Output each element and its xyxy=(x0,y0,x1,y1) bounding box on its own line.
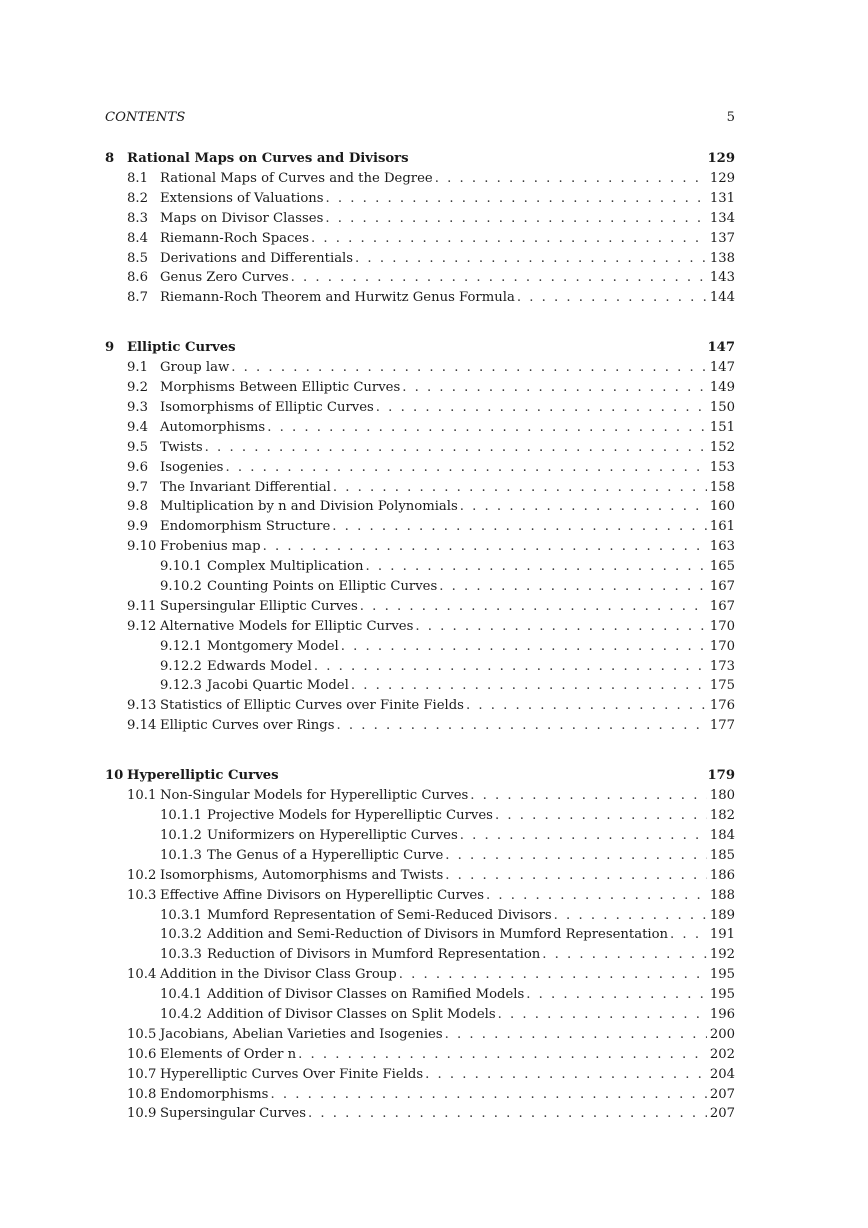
toc-section[interactable] xyxy=(105,617,735,637)
entry-page: 173 xyxy=(709,658,735,674)
entry-title: Twists xyxy=(160,439,203,455)
toc-section[interactable] xyxy=(105,886,735,906)
entry-title: Maps on Divisor Classes xyxy=(160,210,324,226)
toc-subsection[interactable] xyxy=(105,846,735,866)
toc-section[interactable] xyxy=(105,696,735,716)
entry-page: 200 xyxy=(709,1026,735,1042)
entry-page: 184 xyxy=(709,827,735,843)
entry-title: Alternative Models for Elliptic Curves xyxy=(160,618,414,634)
entry-page: 163 xyxy=(709,539,735,555)
entry-page: 188 xyxy=(709,887,735,903)
entry-number: 10.3 xyxy=(127,887,157,903)
toc-section[interactable] xyxy=(105,458,735,478)
toc-subsection[interactable] xyxy=(105,637,735,657)
toc-subsection[interactable] xyxy=(105,925,735,945)
entry-page: 167 xyxy=(709,598,735,614)
dot-leader xyxy=(470,786,707,806)
entry-title: The Invariant Differential xyxy=(160,479,331,495)
toc-subsection[interactable] xyxy=(105,806,735,826)
entry-page: 202 xyxy=(709,1046,735,1062)
entry-number: 8.5 xyxy=(127,250,148,266)
entry-page: 195 xyxy=(709,967,735,983)
entry-title: Supersingular Elliptic Curves xyxy=(160,598,358,614)
entry-page: 161 xyxy=(709,519,735,535)
entry-number: 10.8 xyxy=(127,1086,157,1102)
toc-section[interactable] xyxy=(105,866,735,886)
entry-number: 9.1 xyxy=(127,360,148,376)
dot-leader xyxy=(445,866,707,886)
entry-title: Derivations and Differentials xyxy=(160,250,354,266)
entry-title: Complex Multiplication xyxy=(207,559,364,575)
toc-section[interactable] xyxy=(105,288,735,308)
entry-number: 9.12.1 xyxy=(160,638,202,654)
entry-number: 9.12 xyxy=(127,618,157,634)
toc-chapter[interactable] xyxy=(105,149,735,169)
entry-title: Riemann-Roch Theorem and Hurwitz Genus Formula xyxy=(160,290,515,306)
entry-page: 158 xyxy=(709,479,735,495)
dot-leader xyxy=(486,886,707,906)
table-of-contents xyxy=(105,149,735,1124)
entry-number: 9.7 xyxy=(127,479,148,495)
entry-title: Addition and Semi-Reduction of Divisors in Mumford Representation xyxy=(207,927,669,943)
entry-number: 9.12.2 xyxy=(160,658,202,674)
entry-number: 9.4 xyxy=(127,419,148,435)
chapter-title: Elliptic Curves xyxy=(127,340,236,356)
entry-page: 131 xyxy=(709,190,735,206)
toc-section[interactable] xyxy=(105,1104,735,1124)
entry-title: Genus Zero Curves xyxy=(160,270,289,286)
entry-title: Frobenius map xyxy=(160,539,261,555)
dot-leader xyxy=(402,378,707,398)
entry-title: Counting Points on Elliptic Curves xyxy=(207,579,438,595)
toc-section[interactable] xyxy=(105,169,735,189)
entry-number: 9.10.2 xyxy=(160,579,202,595)
entry-page: 137 xyxy=(709,230,735,246)
entry-title: Mumford Representation of Semi-Reduced Divisors xyxy=(207,907,552,923)
toc-section[interactable] xyxy=(105,517,735,537)
entry-title: The Genus of a Hyperelliptic Curve xyxy=(207,847,444,863)
toc-section[interactable] xyxy=(105,378,735,398)
dot-leader xyxy=(314,657,707,677)
entry-title: Addition in the Divisor Class Group xyxy=(160,967,397,983)
toc-subsection[interactable] xyxy=(105,676,735,696)
entry-number: 10.4.2 xyxy=(160,1006,202,1022)
entry-page: 207 xyxy=(709,1086,735,1102)
dot-leader xyxy=(326,189,707,209)
entry-page: 149 xyxy=(709,380,735,396)
toc-section[interactable] xyxy=(105,1085,735,1105)
toc-subsection[interactable] xyxy=(105,1005,735,1025)
entry-title: Supersingular Curves xyxy=(160,1106,306,1122)
dot-leader xyxy=(341,637,707,657)
entry-title: Jacobi Quartic Model xyxy=(207,678,349,694)
entry-title: Multiplication by n and Division Polynomials xyxy=(160,499,458,515)
dot-leader xyxy=(495,806,707,826)
entry-title: Elements of Order n xyxy=(160,1046,297,1062)
entry-title: Addition of Divisor Classes on Split Models xyxy=(207,1006,496,1022)
entry-number: 9.2 xyxy=(127,380,148,396)
entry-page: 160 xyxy=(709,499,735,515)
entry-page: 138 xyxy=(709,250,735,266)
entry-title: Rational Maps of Curves and the Degree xyxy=(160,171,433,186)
dot-leader xyxy=(445,1025,707,1045)
entry-number: 9.14 xyxy=(127,718,157,734)
toc-subsection[interactable] xyxy=(105,657,735,677)
entry-number: 9.5 xyxy=(127,439,148,455)
toc-section[interactable] xyxy=(105,1065,735,1085)
toc-section[interactable] xyxy=(105,438,735,458)
toc-section[interactable] xyxy=(105,418,735,438)
entry-page: 180 xyxy=(709,788,735,804)
entry-title: Morphisms Between Elliptic Curves xyxy=(160,380,401,396)
dot-leader xyxy=(311,229,707,249)
dot-leader xyxy=(460,497,707,517)
toc-chapter[interactable] xyxy=(105,338,735,358)
entry-number: 9.12.3 xyxy=(160,678,202,694)
toc-section[interactable] xyxy=(105,398,735,418)
entry-page: 176 xyxy=(709,698,735,714)
entry-page: 207 xyxy=(709,1106,735,1122)
entry-number: 8.3 xyxy=(127,210,148,226)
entry-number: 8.1 xyxy=(127,171,148,186)
entry-title: Edwards Model xyxy=(207,658,312,674)
dot-leader xyxy=(542,945,707,965)
entry-number: 10.2 xyxy=(127,867,157,883)
entry-title: Uniformizers on Hyperelliptic Curves xyxy=(207,827,458,843)
entry-number: 9.10 xyxy=(127,539,157,555)
entry-title: Endomorphism Structure xyxy=(160,519,331,535)
dot-leader xyxy=(466,696,707,716)
dot-leader xyxy=(445,846,707,866)
toc-page xyxy=(105,108,735,1124)
dot-leader xyxy=(336,716,707,736)
toc-section[interactable] xyxy=(105,537,735,557)
entry-page: 165 xyxy=(709,559,735,575)
dot-leader xyxy=(263,537,707,557)
dot-leader xyxy=(554,906,707,926)
dot-leader xyxy=(325,209,707,229)
entry-title: Projective Models for Hyperelliptic Curves xyxy=(207,808,493,824)
entry-title: Extensions of Valuations xyxy=(160,190,324,206)
dot-leader xyxy=(291,268,707,288)
entry-number: 10.9 xyxy=(127,1106,157,1122)
entry-title: Elliptic Curves over Rings xyxy=(160,718,335,734)
entry-page: 152 xyxy=(709,439,735,455)
dot-leader xyxy=(332,517,707,537)
entry-number: 9.11 xyxy=(127,598,157,614)
entry-page: 175 xyxy=(709,678,735,694)
chapter-page: 179 xyxy=(707,768,735,784)
entry-title: Addition of Divisor Classes on Ramified Models xyxy=(207,987,525,1003)
dot-leader xyxy=(270,1085,707,1105)
entry-title: Isomorphisms of Elliptic Curves xyxy=(160,400,374,416)
entry-number: 9.9 xyxy=(127,519,148,535)
dot-leader xyxy=(267,418,707,438)
entry-page: 204 xyxy=(709,1066,735,1082)
toc-subsection[interactable] xyxy=(105,577,735,597)
toc-chapter[interactable] xyxy=(105,766,735,786)
entry-title: Reduction of Divisors in Mumford Representation xyxy=(207,947,541,963)
entry-number: 8.4 xyxy=(127,230,148,246)
toc-section[interactable] xyxy=(105,229,735,249)
chapter-title: Hyperelliptic Curves xyxy=(127,768,279,784)
entry-title: Montgomery Model xyxy=(207,638,339,654)
toc-subsection[interactable] xyxy=(105,557,735,577)
entry-page: 192 xyxy=(709,947,735,963)
entry-page: 147 xyxy=(709,360,735,376)
entry-number: 10.1 xyxy=(127,788,157,804)
toc-section[interactable] xyxy=(105,249,735,269)
dot-leader xyxy=(498,1005,707,1025)
entry-number: 10.3.1 xyxy=(160,907,202,923)
entry-number: 9.3 xyxy=(127,400,148,416)
dot-leader xyxy=(225,458,707,478)
chapter-number: 10 xyxy=(105,768,124,784)
dot-leader xyxy=(360,597,707,617)
entry-page: 150 xyxy=(709,400,735,416)
toc-subsection[interactable] xyxy=(105,985,735,1005)
entry-number: 8.7 xyxy=(127,290,148,306)
entry-page: 170 xyxy=(709,618,735,634)
dot-leader xyxy=(351,676,707,696)
toc-section[interactable] xyxy=(105,358,735,378)
entry-number: 10.1.2 xyxy=(160,827,202,843)
entry-number: 8.6 xyxy=(127,270,148,286)
entry-number: 9.13 xyxy=(127,698,157,714)
entry-page: 191 xyxy=(709,927,735,943)
dot-leader xyxy=(670,925,707,945)
running-header xyxy=(105,108,735,128)
entry-title: Isomorphisms, Automorphisms and Twists xyxy=(160,867,444,883)
header-title: CONTENTS xyxy=(105,110,186,125)
dot-leader xyxy=(526,985,707,1005)
entry-title: Non-Singular Models for Hyperelliptic Curves xyxy=(160,788,469,804)
toc-subsection[interactable] xyxy=(105,945,735,965)
dot-leader xyxy=(376,398,707,418)
entry-page: 195 xyxy=(709,987,735,1003)
chapter-page: 129 xyxy=(707,151,735,166)
toc-section[interactable] xyxy=(105,497,735,517)
toc-section[interactable] xyxy=(105,716,735,736)
entry-page: 170 xyxy=(709,638,735,654)
entry-number: 10.1.1 xyxy=(160,808,202,824)
entry-title: Statistics of Elliptic Curves over Finite Fields xyxy=(160,698,464,714)
dot-leader xyxy=(231,358,707,378)
entry-number: 10.3.3 xyxy=(160,947,202,963)
toc-section[interactable] xyxy=(105,478,735,498)
chapter-number: 8 xyxy=(105,151,115,166)
toc-section[interactable] xyxy=(105,786,735,806)
dot-leader xyxy=(460,826,707,846)
entry-title: Group law xyxy=(160,360,230,376)
toc-subsection[interactable] xyxy=(105,906,735,926)
entry-title: Automorphisms xyxy=(160,419,266,435)
entry-page: 189 xyxy=(709,907,735,923)
entry-number: 10.7 xyxy=(127,1066,157,1082)
dot-leader xyxy=(425,1065,707,1085)
entry-number: 10.5 xyxy=(127,1026,157,1042)
dot-leader xyxy=(399,965,707,985)
toc-section[interactable] xyxy=(105,1045,735,1065)
dot-leader xyxy=(415,617,707,637)
entry-title: Effective Affine Divisors on Hyperelliptic Curves xyxy=(160,887,484,903)
entry-number: 9.6 xyxy=(127,459,148,475)
entry-number: 9.8 xyxy=(127,499,148,515)
dot-leader xyxy=(333,478,707,498)
chapter-page: 147 xyxy=(707,340,735,356)
entry-page: 151 xyxy=(709,419,735,435)
dot-leader xyxy=(435,169,707,189)
entry-page: 129 xyxy=(709,171,735,186)
entry-number: 10.6 xyxy=(127,1046,157,1062)
dot-leader xyxy=(298,1045,707,1065)
toc-section[interactable] xyxy=(105,597,735,617)
entry-page: 153 xyxy=(709,459,735,475)
entry-page: 186 xyxy=(709,867,735,883)
dot-leader xyxy=(365,557,707,577)
entry-page: 177 xyxy=(709,718,735,734)
entry-page: 167 xyxy=(709,579,735,595)
entry-number: 10.3.2 xyxy=(160,927,202,943)
entry-title: Jacobians, Abelian Varieties and Isogenies xyxy=(160,1026,443,1042)
entry-number: 10.4 xyxy=(127,967,157,983)
dot-leader xyxy=(439,577,707,597)
dot-leader xyxy=(517,288,707,308)
entry-page: 143 xyxy=(709,270,735,286)
toc-section[interactable] xyxy=(105,209,735,229)
toc-subsection[interactable] xyxy=(105,826,735,846)
entry-page: 144 xyxy=(709,290,735,306)
entry-page: 182 xyxy=(709,808,735,824)
entry-title: Endomorphisms xyxy=(160,1086,269,1102)
entry-title: Hyperelliptic Curves Over Finite Fields xyxy=(160,1066,424,1082)
entry-title: Riemann-Roch Spaces xyxy=(160,230,309,246)
toc-section[interactable] xyxy=(105,1025,735,1045)
dot-leader xyxy=(308,1104,707,1124)
dot-leader xyxy=(205,438,707,458)
entry-page: 196 xyxy=(709,1006,735,1022)
entry-number: 9.10.1 xyxy=(160,559,202,575)
header-page-number: 5 xyxy=(726,110,735,125)
entry-page: 134 xyxy=(709,210,735,226)
toc-section[interactable] xyxy=(105,268,735,288)
toc-section[interactable] xyxy=(105,189,735,209)
chapter-number: 9 xyxy=(105,340,115,356)
entry-page: 185 xyxy=(709,847,735,863)
dot-leader xyxy=(355,249,707,269)
entry-number: 8.2 xyxy=(127,190,148,206)
entry-number: 10.1.3 xyxy=(160,847,202,863)
toc-section[interactable] xyxy=(105,965,735,985)
entry-number: 10.4.1 xyxy=(160,987,202,1003)
entry-title: Isogenies xyxy=(160,459,224,475)
chapter-title: Rational Maps on Curves and Divisors xyxy=(127,151,409,166)
